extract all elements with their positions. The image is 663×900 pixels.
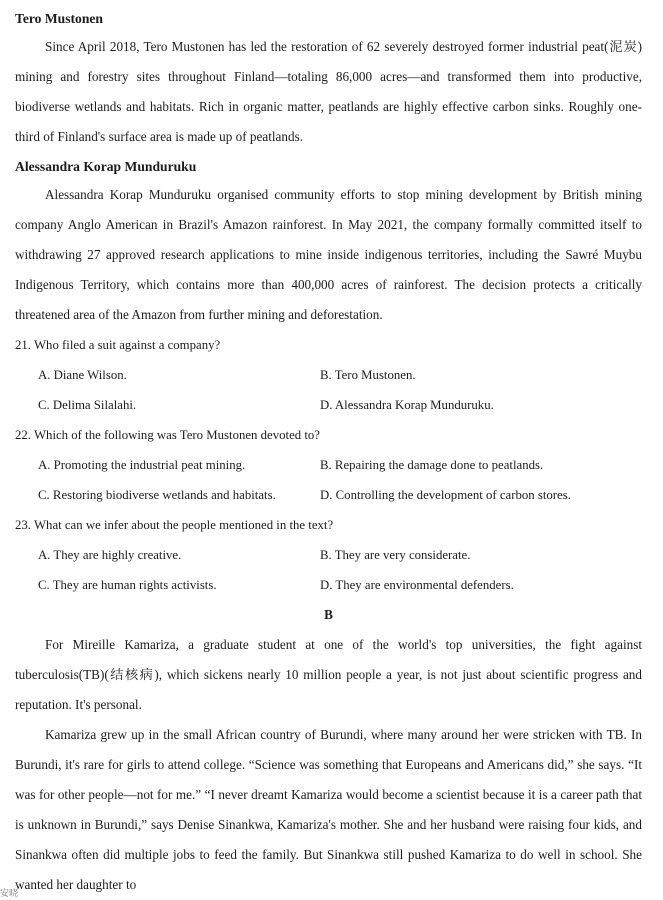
paragraph-tero: Since April 2018, Tero Mustonen has led the restoration of 62 severely destroyed former industrial peat(泥炭) mining and forestry sites throughout Finland—totaling 86,000 acres—and transformed them into productive, biodiverse wetlands and habitats. Rich in organic matter, peatlands are highly effective carbon sinks. Roughly one-third of Finland's surface area is made up of peatlands.	[15, 39, 642, 144]
option-a: A. Promoting the industrial peat mining.	[38, 458, 246, 472]
option-b: B. Repairing the damage done to peatlands.	[320, 458, 544, 472]
question-stem: 21. Who filed a suit against a company?	[15, 338, 221, 352]
option-b: B. They are very considerate.	[320, 548, 471, 562]
option-b: B. Tero Mustonen.	[320, 368, 416, 382]
option-a: A. Diane Wilson.	[38, 368, 127, 382]
person-heading-tero: Tero Mustonen	[15, 11, 103, 26]
question-stem: 22. Which of the following was Tero Mustonen devoted to?	[15, 428, 320, 442]
option-c: C. They are human rights activists.	[38, 578, 217, 592]
option-d: D. Controlling the development of carbon stores.	[320, 488, 571, 502]
question-21	[15, 330, 642, 420]
question-22	[15, 420, 642, 510]
paragraph-b2: Kamariza grew up in the small African country of Burundi, where many around her were stricken with TB. In Burundi, it's rare for girls to attend college. “Science was something that Europeans and Americans did,” she says. “It was for other people—not for me.” “I never dreamt Kamariza would become a scientist because it is a career path that is unknown in Burundi,” says Denise Sinankwa, Kamariza's mother. She and her husband were raising four kids, and Sinankwa often did multiple jobs to feed the family. But Sinankwa still pushed Kamariza to do well in school. She wanted her daughter to	[15, 727, 642, 892]
option-row	[15, 570, 642, 600]
option-row	[15, 390, 642, 420]
option-d: D. They are environmental defenders.	[320, 578, 514, 592]
paragraph-alessandra: Alessandra Korap Munduruku organised community efforts to stop mining development by British mining company Anglo American in Brazil's Amazon rainforest. In May 2021, the company formally committed itself to withdrawing 27 approved research applications to mine inside indigenous territories, including the Sawré Muybu Indigenous Territory, which contains more than 400,000 acres of rainforest. The decision protects a critically threatened area of the Amazon from further mining and deforestation.	[15, 187, 642, 322]
paragraph-b1: For Mireille Kamariza, a graduate student at one of the world's top universities, the fight against tuberculosis(TB)(结核病), which sickens nearly 10 million people a year, is not just about scientific progress and reputation. It's personal.	[15, 637, 642, 712]
option-a: A. They are highly creative.	[38, 548, 182, 562]
option-c: C. Delima Silalahi.	[38, 398, 137, 412]
person-heading-alessandra: Alessandra Korap Munduruku	[15, 159, 197, 174]
option-row	[15, 450, 642, 480]
option-row	[15, 480, 642, 510]
question-23	[15, 510, 642, 600]
option-row	[15, 540, 642, 570]
document-page	[15, 6, 642, 900]
question-stem: 23. What can we infer about the people mentioned in the text?	[15, 518, 334, 532]
option-d: D. Alessandra Korap Munduruku.	[320, 398, 494, 412]
section-b-label: B	[324, 607, 333, 622]
option-c: C. Restoring biodiverse wetlands and habitats.	[38, 488, 276, 502]
corner-mark: 安晓	[0, 888, 19, 898]
option-row	[15, 360, 642, 390]
